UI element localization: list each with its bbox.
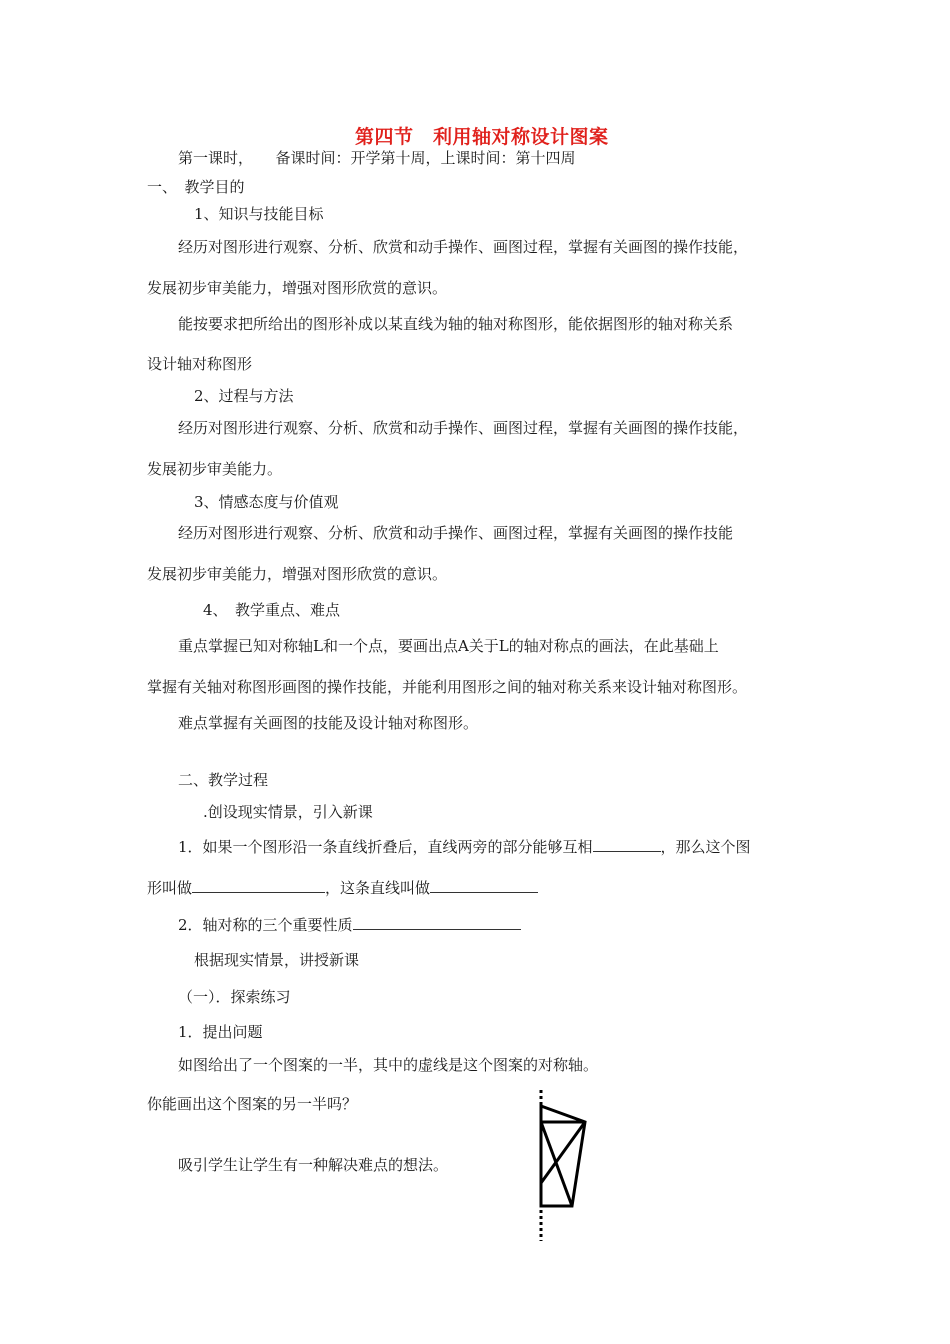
paragraph: 吸引学生让学生有一种解决难点的想法。: [178, 1156, 449, 1174]
paragraph: 经历对图形进行观察、分析、欣赏和动手操作、画图过程，掌握有关画图的操作技能，: [178, 419, 749, 437]
paragraph: 经历对图形进行观察、分析、欣赏和动手操作、画图过程，掌握有关画图的操作技能，: [178, 238, 749, 256]
subheading: 根据现实情景，讲授新课: [194, 951, 360, 969]
question-text: 形叫做: [147, 879, 193, 897]
paragraph: 经历对图形进行观察、分析、欣赏和动手操作、画图过程，掌握有关画图的操作技能: [178, 524, 734, 542]
question-text: ，那么这个图: [660, 838, 751, 856]
objective-2-heading: 2、过程与方法: [194, 387, 294, 405]
paragraph: 难点掌握有关画图的技能及设计轴对称图形。: [178, 714, 479, 732]
answer-blank[interactable]: [192, 878, 325, 893]
paragraph: 能按要求把所给出的图形补成以某直线为轴的轴对称图形，能依据图形的轴对称关系: [178, 315, 734, 333]
answer-blank[interactable]: [430, 878, 538, 893]
paragraph: 你能画出这个图案的另一半吗？: [147, 1095, 358, 1113]
paragraph: 掌握有关轴对称图形画图的操作技能，并能利用图形之间的轴对称关系来设计轴对称图形。: [147, 678, 748, 696]
paragraph: 重点掌握已知对称轴L和一个点，要画出点A关于L的轴对称点的画法，在此基础上: [178, 637, 719, 655]
subheading: .创设现实情景，引入新课: [203, 803, 373, 821]
paragraph: 发展初步审美能力。: [147, 460, 283, 478]
question-2: [178, 915, 521, 935]
question-1-line-2: [147, 878, 538, 898]
half-pattern-figure: [528, 1088, 598, 1244]
lesson-meta: 第一课时， 备课时间：开学第十周，上课时间：第十四周: [178, 149, 576, 167]
step-heading: 1．提出问题: [178, 1023, 263, 1041]
pattern-half: [541, 1106, 585, 1206]
answer-blank[interactable]: [593, 837, 661, 852]
page-title: 第四节 利用轴对称设计图案: [355, 126, 609, 148]
question-text: ，这条直线叫做: [325, 879, 431, 897]
objective-1-heading: 1、知识与技能目标: [194, 205, 324, 223]
objective-4-heading: 4、 教学重点、难点: [203, 601, 341, 619]
answer-blank[interactable]: [353, 915, 521, 930]
question-text: 1．如果一个图形沿一条直线折叠后，直线两旁的部分能够互相: [178, 838, 593, 856]
section-1-heading: 一、 教学目的: [147, 178, 245, 196]
question-1-line-1: [178, 837, 751, 857]
paragraph: 发展初步审美能力，增强对图形欣赏的意识。: [147, 565, 448, 583]
subheading: （一）．探索练习: [178, 988, 291, 1006]
paragraph: 发展初步审美能力，增强对图形欣赏的意识。: [147, 279, 448, 297]
question-text: 2．轴对称的三个重要性质: [178, 916, 353, 934]
objective-3-heading: 3、情感态度与价值观: [194, 493, 339, 511]
paragraph: 如图给出了一个图案的一半，其中的虚线是这个图案的对称轴。: [178, 1056, 599, 1074]
paragraph: 设计轴对称图形: [147, 355, 253, 373]
section-2-heading: 二、教学过程: [178, 771, 269, 789]
